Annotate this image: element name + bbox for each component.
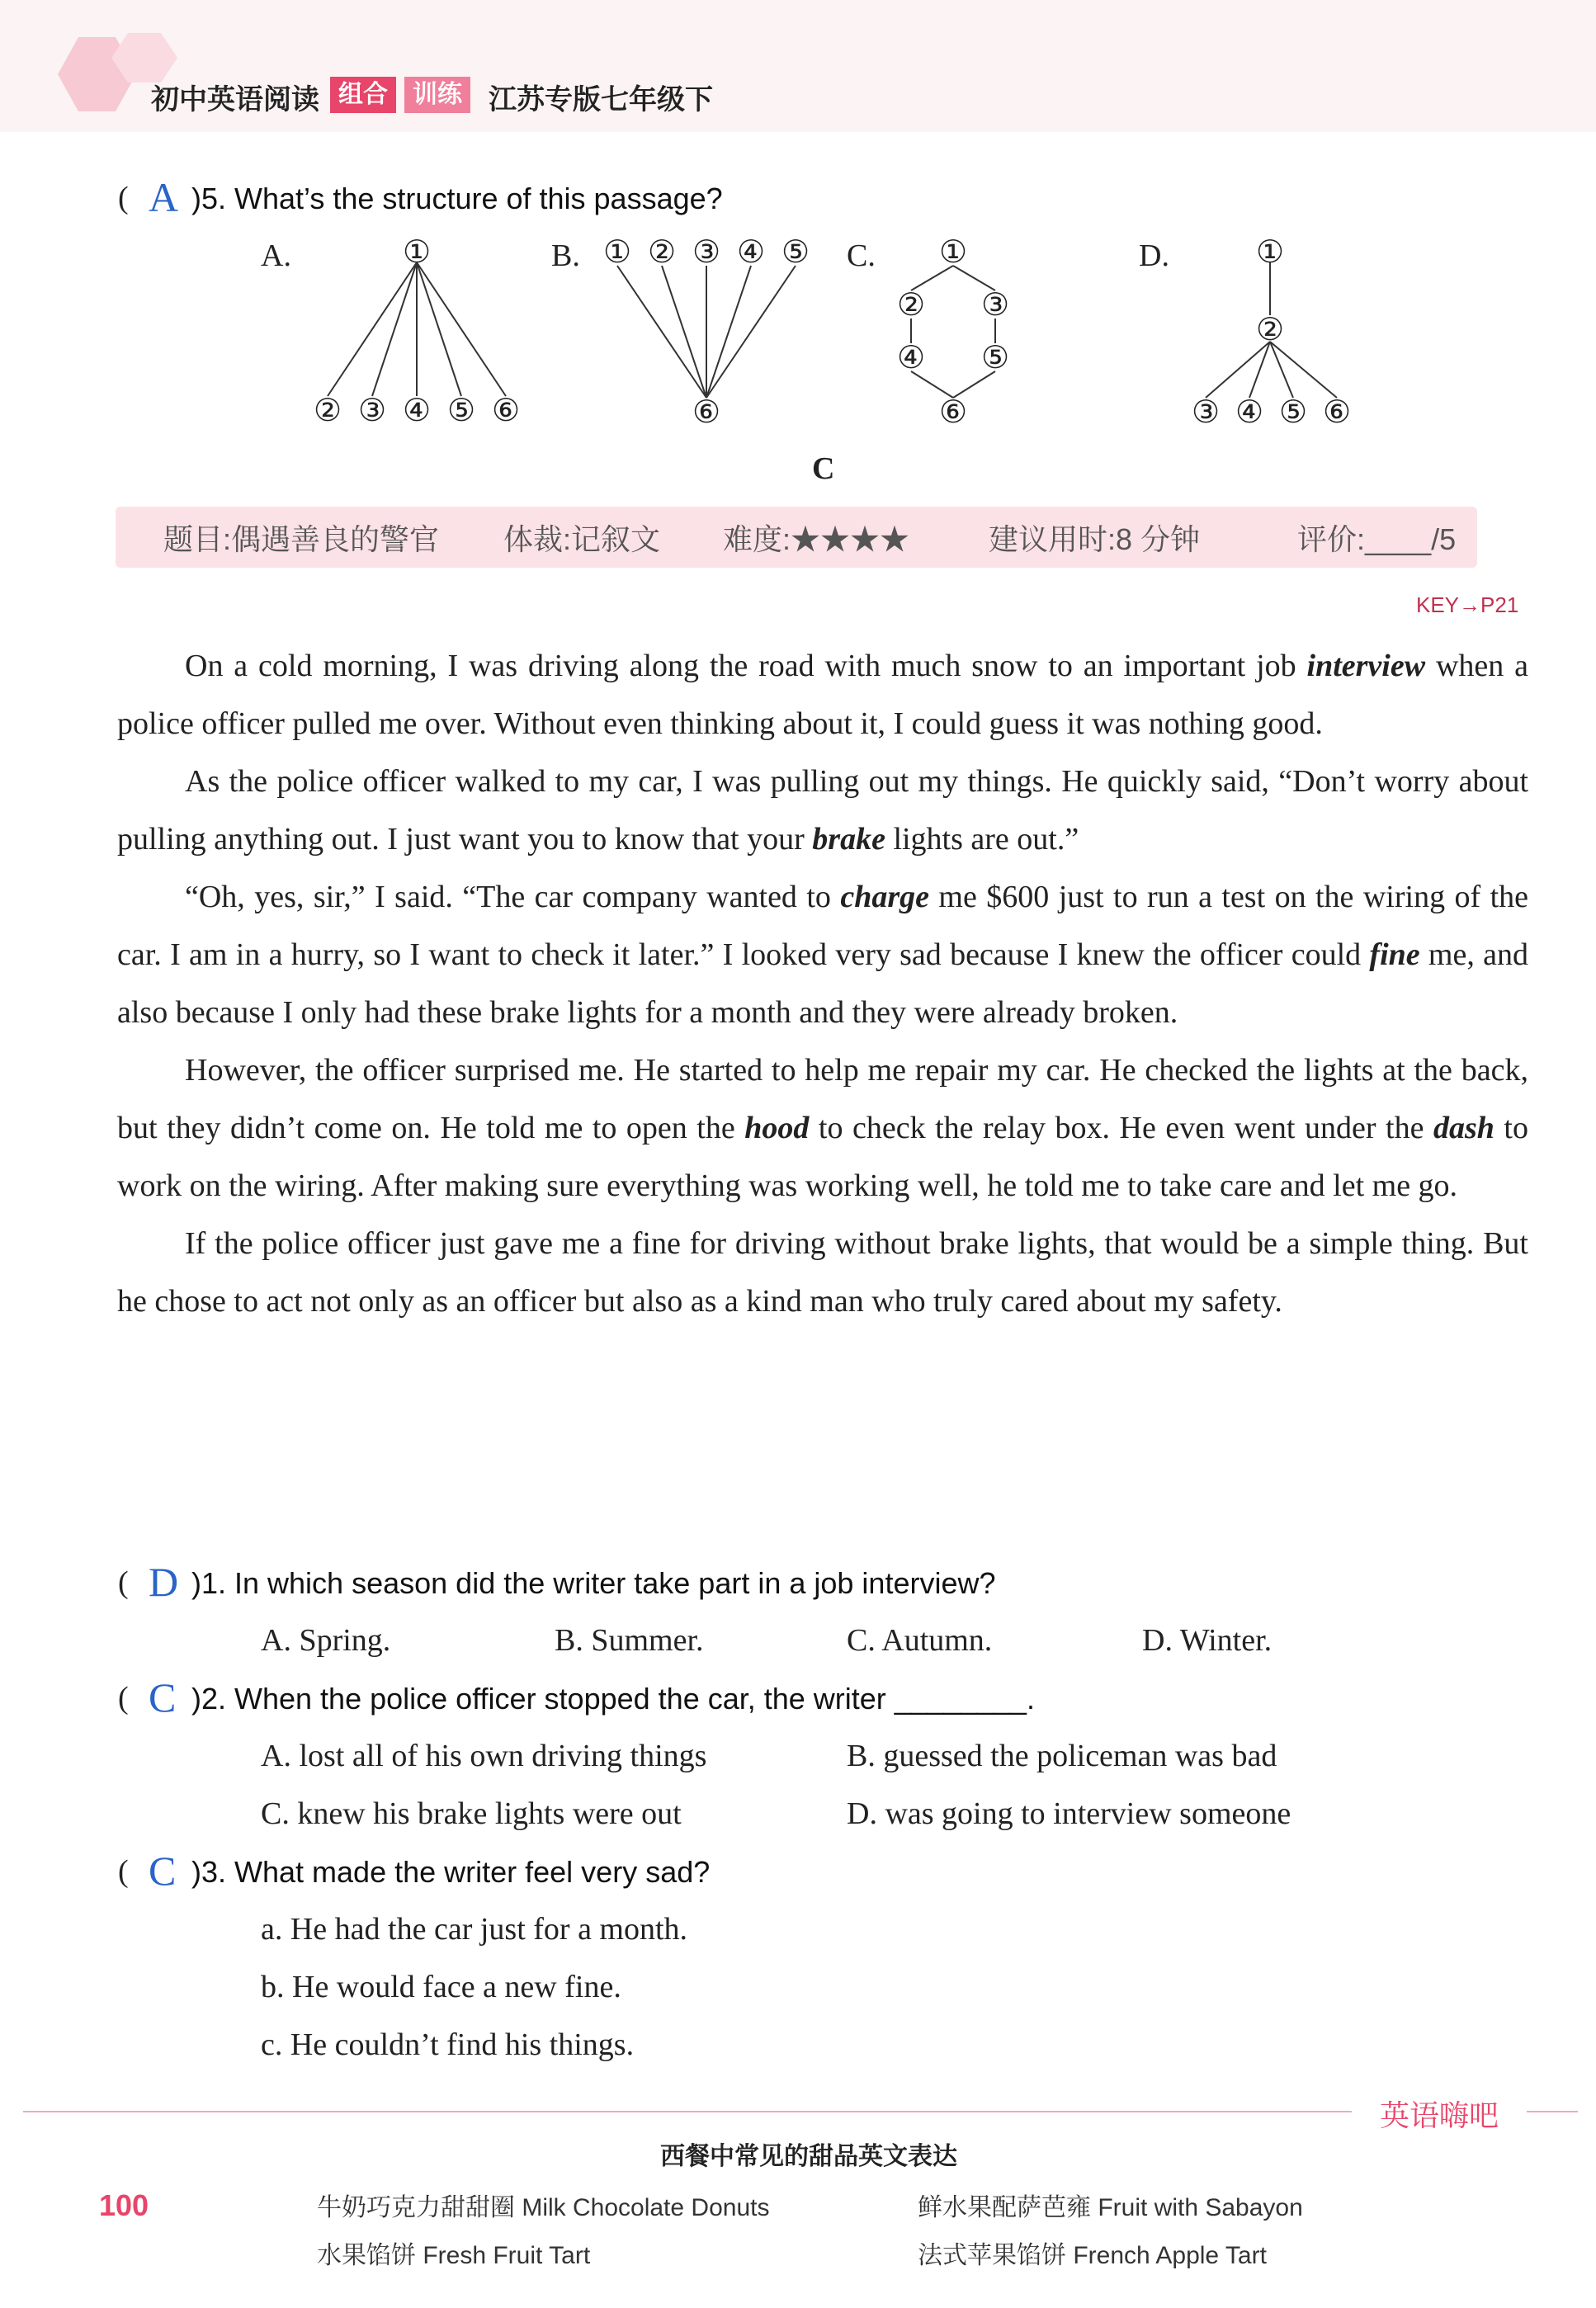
q2-option-a: A. lost all of his own driving things <box>261 1739 707 1773</box>
page-number: 100 <box>99 2188 149 2222</box>
diag-b-node: ③ <box>692 235 721 270</box>
diag-a-node: ⑤ <box>447 394 476 428</box>
footer-divider <box>1527 2111 1578 2112</box>
footer-divider <box>23 2111 1352 2112</box>
q3-option-c: c. He couldn’t find his things. <box>261 2027 635 2062</box>
diag-c-node: ④ <box>897 341 926 375</box>
diag-d-node: ④ <box>1235 395 1264 430</box>
footer-tag: 英语嗨吧 <box>1380 2098 1499 2132</box>
diag-d-node: ① <box>1256 235 1285 270</box>
q5-option-b: B. <box>551 238 580 273</box>
diag-a-node: ③ <box>358 394 387 428</box>
dessert-item: 水果馅饼 Fresh Fruit Tart <box>317 2242 591 2269</box>
info-difficulty: 难度:★★★★ <box>723 522 910 556</box>
diag-b-node: ④ <box>737 235 766 270</box>
dessert-item: 牛奶巧克力甜甜圈 Milk Chocolate Donuts <box>317 2194 770 2221</box>
keyword: charge <box>840 880 929 914</box>
q2-answer: C <box>149 1674 177 1720</box>
passage-paragraph: “Oh, yes, sir,” I said. “The car company wanted to charge me $600 just to run a test on the wiring of the car. I am in a hurry, so I want to check it later.” I looked very sad because I knew the officer could fine me, and also because I only had these brake lights for a month and they were already broken. <box>117 880 1528 1030</box>
diag-c-node: ⑥ <box>939 395 968 430</box>
passage-paragraph: However, the officer surprised me. He started to help me repair my car. He checked the lights at the back, but they didn’t come on. He told me to open the hood to check the relay box. He even went under the dash to work on the wiring. After making sure everything was working well, he told me to take care and let me go. <box>117 1053 1528 1203</box>
q2-option-c: C. knew his brake lights were out <box>261 1796 682 1831</box>
q1-option-d: D. Winter. <box>1142 1623 1273 1658</box>
diag-a-node: ④ <box>403 394 432 428</box>
diag-d-node: ③ <box>1192 395 1221 430</box>
passage-paragraph: As the police officer walked to my car, I was pulling out my things. He quickly said, “Don’t worry about pulling anything out. I just want you to know that your brake lights are out.” <box>117 764 1528 857</box>
diag-c-node: ⑤ <box>981 341 1010 375</box>
tag-combo: 组合 <box>330 77 396 113</box>
keyword: dash <box>1433 1111 1494 1145</box>
q1-option-c: C. Autumn. <box>847 1623 993 1658</box>
q5-option-c: C. <box>847 238 876 273</box>
q2-option-d: D. was going to interview someone <box>847 1796 1291 1831</box>
diag-b-node: ② <box>648 235 677 270</box>
section-letter: C <box>812 451 835 486</box>
answer-key-link[interactable]: KEY→P21 <box>1416 592 1519 617</box>
info-time: 建议用时:8 分钟 <box>989 522 1201 556</box>
q5-option-a: A. <box>261 238 291 273</box>
passage-paragraph: If the police officer just gave me a fine for driving without brake lights, that would be a simple thing. But he chose to act not only as an officer but also as a kind man who truly cared about my safety. <box>117 1226 1528 1319</box>
diag-a-node: ① <box>403 235 432 270</box>
diag-d-node: ⑥ <box>1323 395 1352 430</box>
passage-paragraph: On a cold morning, I was driving along the road with much snow to an important job interview when a police officer pulled me over. Without even thinking about it, I could guess it was nothing good. <box>117 649 1528 741</box>
diag-b-node: ① <box>603 235 632 270</box>
keyword: interview <box>1306 649 1426 683</box>
q1-option-b: B. Summer. <box>555 1623 704 1658</box>
q1-text: )1. In which season did the writer take part in a job interview? <box>191 1566 996 1600</box>
book-title: 初中英语阅读 <box>151 84 319 116</box>
diag-d-node: ⑤ <box>1279 395 1308 430</box>
diag-c-node: ① <box>939 235 968 270</box>
footer-title: 西餐中常见的甜品英文表达 <box>660 2143 957 2170</box>
diag-d-node: ② <box>1256 313 1285 347</box>
info-rating: 评价:____/5 <box>1297 522 1457 556</box>
q5-option-d: D. <box>1139 238 1169 273</box>
q3-paren: ( <box>118 1854 129 1889</box>
q1-option-a: A. Spring. <box>261 1623 391 1658</box>
tag-training: 训练 <box>404 77 470 113</box>
keyword: hood <box>744 1111 810 1145</box>
diag-a-node: ⑥ <box>492 394 521 428</box>
q5-answer: A <box>149 174 179 220</box>
diag-c-node: ③ <box>981 288 1010 323</box>
q1-paren: ( <box>118 1565 129 1600</box>
q3-answer: C <box>149 1848 177 1894</box>
q3-option-a: a. He had the car just for a month. <box>261 1912 688 1947</box>
structure-diagrams <box>0 0 1596 462</box>
dessert-item: 法式苹果馅饼 French Apple Tart <box>918 2242 1267 2269</box>
q2-text: )2. When the police officer stopped the car, the writer ________. <box>191 1682 1035 1716</box>
q3-text: )3. What made the writer feel very sad? <box>191 1855 711 1889</box>
keyword: fine <box>1369 937 1420 972</box>
q1-answer: D <box>149 1559 179 1605</box>
info-genre: 体裁:记叙文 <box>503 522 661 556</box>
diag-a-node: ② <box>314 394 342 428</box>
keyword: brake <box>812 822 885 857</box>
diag-c-node: ② <box>897 288 926 323</box>
q3-option-b: b. He would face a new fine. <box>261 1970 621 2004</box>
q2-option-b: B. guessed the policeman was bad <box>847 1739 1277 1773</box>
edition-label: 江苏专版七年级下 <box>489 84 713 116</box>
q5-text: )5. What’s the structure of this passage? <box>191 182 723 215</box>
dessert-item: 鲜水果配萨芭雍 Fruit with Sabayon <box>918 2194 1303 2221</box>
q2-paren: ( <box>118 1681 129 1716</box>
diag-b-node: ⑥ <box>692 395 721 430</box>
passage <box>117 637 1528 1330</box>
diag-b-node: ⑤ <box>781 235 810 270</box>
q5-paren: ( <box>118 181 129 215</box>
info-topic: 题目:偶遇善良的警官 <box>163 522 440 556</box>
